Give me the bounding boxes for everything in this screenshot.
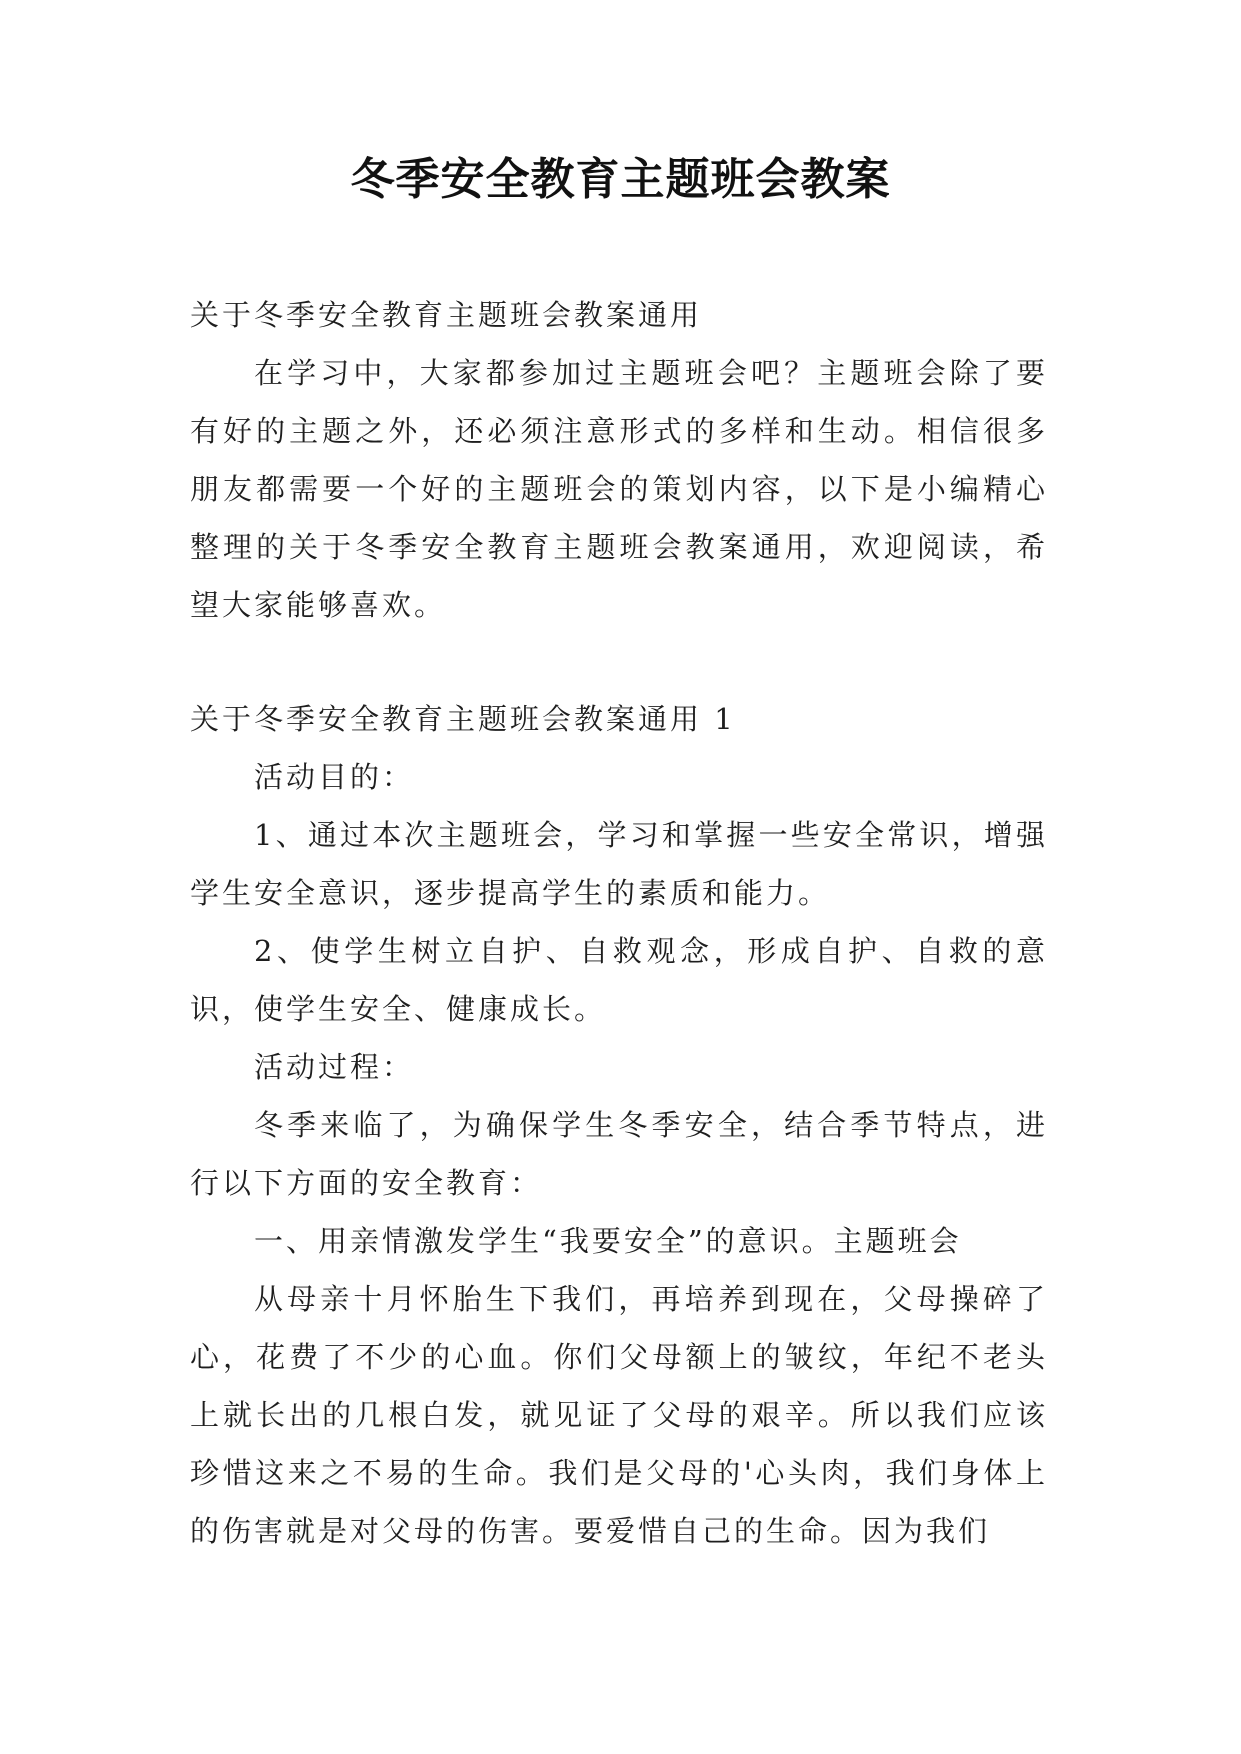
intro-heading: 关于冬季安全教育主题班会教案通用 [190, 298, 703, 332]
section-1 [190, 690, 1048, 1560]
section-1-paragraph: 活动目的： [254, 760, 415, 794]
section-1-paragraph: 1、通过本次主题班会，学习和掌握一些安全常识，增强学生安全意识，逐步提高学生的素质和能力。 [190, 818, 1048, 910]
section-1-paragraph: 冬季来临了，为确保学生冬季安全，结合季节特点，进行以下方面的安全教育： [190, 1108, 1048, 1200]
section-1-paragraph: 2、使学生树立自护、自救观念，形成自护、自救的意识，使学生安全、健康成长。 [190, 934, 1048, 1026]
document-title: 冬季安全教育主题班会教案 [350, 154, 891, 205]
section-1-paragraph: 活动过程： [254, 1050, 415, 1084]
section-1-paragraph: 一、用亲情激发学生“我要安全”的意识。主题班会 [254, 1224, 962, 1258]
intro-paragraph: 在学习中，大家都参加过主题班会吧？主题班会除了要有好的主题之外，还必须注意形式的多样和生动。相信很多朋友都需要一个好的主题班会的策划内容，以下是小编精心整理的关于冬季安全教育主题班会教案通用，欢迎阅读，希望大家能够喜欢。 [190, 356, 1048, 622]
section-1-heading: 关于冬季安全教育主题班会教案通用 1 [190, 702, 736, 736]
section-1-paragraph: 从母亲十月怀胎生下我们，再培养到现在，父母操碎了心，花费了不少的心血。你们父母额上的皱纹，年纪不老头上就长出的几根白发，就见证了父母的艰辛。所以我们应该珍惜这来之不易的生命。我们是父母的'心头肉，我们身体上的伤害就是对父母的伤害。要爱惜自己的生命。因为我们 [190, 1282, 1048, 1548]
intro-section [190, 286, 1048, 634]
